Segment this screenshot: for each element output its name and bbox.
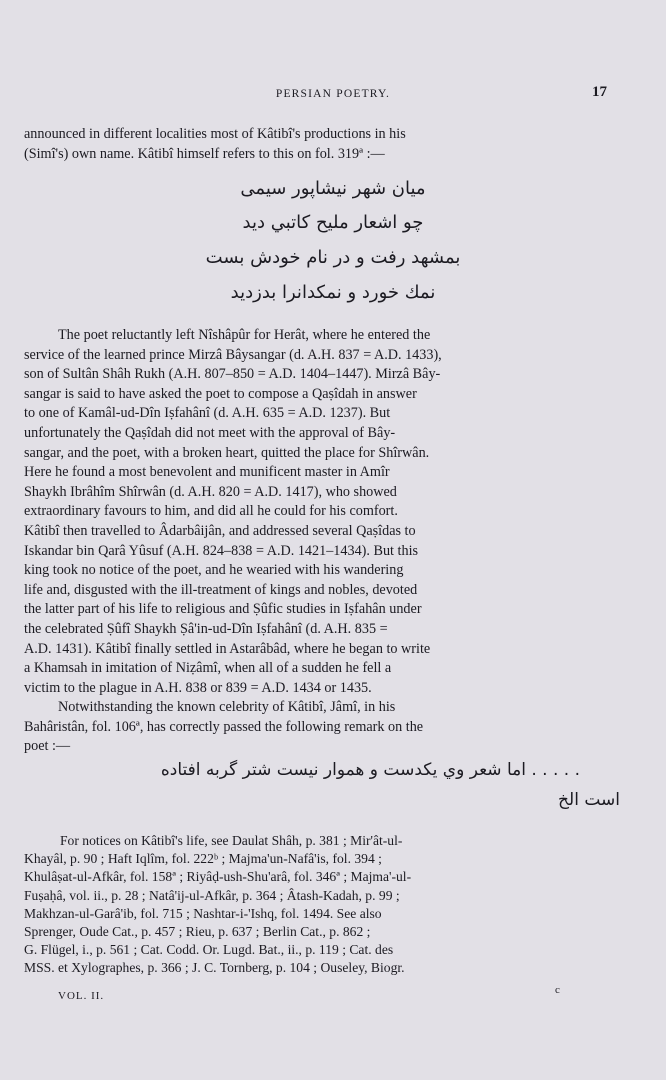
- text-line: Iskandar bin Qarâ Yûsuf (A.H. 824–838 = A.D. 1421–1434). But this: [24, 542, 419, 559]
- text-line: the latter part of his life to religious and Ṣûfic studies in Iṣfahân under: [24, 601, 422, 618]
- volume-mark: VOL. II.: [58, 990, 105, 1002]
- text-line: A.D. 1431). Kâtibî finally settled in Astarâbâd, where he began to write: [24, 640, 431, 657]
- text-line: Makhzan-ul-Garâ'ib, fol. 715 ; Nashtar-i-'Ishq, fol. 1494. See also: [24, 905, 382, 921]
- verse-line: نمك خورد و نمکدانرا بدزدید: [230, 282, 436, 303]
- text-line: Fuṣaḥâ, vol. ii., p. 28 ; Natâ'ij-ul-Afkâr, p. 364 ; Âtash-Kadah, p. 99 ;: [24, 887, 400, 903]
- text-line: a Khamsah in imitation of Niẓâmî, when all of a sudden he fell a: [24, 660, 392, 677]
- page-number: 17: [592, 84, 607, 100]
- persian-quote-line: . . . . . اما شعر وي يکدست و هموار نيست شتر گربه افتاده: [160, 760, 580, 780]
- main-paragraph: [24, 326, 618, 757]
- text-line: victim to the plague in A.H. 838 or 839 = A.D. 1434 or 1435.: [24, 679, 372, 696]
- text-line: sangar is said to have asked the poet to compose a Qaṣîdah in answer: [24, 385, 417, 402]
- text-line: Sprenger, Oude Cat., p. 457 ; Rieu, p. 637 ; Berlin Cat., p. 862 ;: [24, 924, 371, 940]
- text-line: Bahâristân, fol. 106ª, has correctly passed the following remark on the: [24, 718, 424, 735]
- text-line: to one of Kamâl-ud-Dîn Iṣfahânî (d. A.H. 635 = A.D. 1237). But: [24, 405, 391, 422]
- text-line: announced in different localities most of Kâtibî's productions in his: [24, 126, 406, 142]
- text-line: Khulâṣat-ul-Afkâr, fol. 158ª ; Riyâḍ-ush-Shu'arâ, fol. 346ª ; Majma'-ul-: [24, 869, 412, 885]
- text-line: Shaykh Ibrâhîm Shîrwân (d. A.H. 820 = A.D. 1417), who showed: [24, 483, 397, 500]
- signature-mark: c: [555, 984, 560, 996]
- text-line: life and, disgusted with the ill-treatment of kings and nobles, devoted: [24, 581, 418, 598]
- text-line: poet :—: [24, 738, 71, 755]
- intro-paragraph: [24, 125, 618, 164]
- text-line: Khayâl, p. 90 ; Haft Iqlîm, fol. 222ᵇ ; Majma'un-Nafâ'is, fol. 394 ;: [24, 851, 382, 867]
- text-line: king took no notice of the poet, and he wearied with his wandering: [24, 562, 404, 579]
- persian-quote-line: است الخ: [558, 790, 620, 810]
- text-line: extraordinary favours to him, and did all he could for his comfort.: [24, 503, 398, 520]
- text-line: son of Sultân Shâh Rukh (A.H. 807–850 = A.D. 1404–1447). Mirzâ Bây-: [24, 366, 441, 383]
- text-line: Notwithstanding the known celebrity of Kâtibî, Jâmî, in his: [58, 699, 396, 716]
- text-line: Here he found a most benevolent and munificent master in Amîr: [24, 464, 390, 481]
- text-line: Kâtibî then travelled to Âdarbâijân, and addressed several Qaṣîdas to: [24, 522, 416, 539]
- verse-line: میان شهر نیشاپور سیمی: [240, 178, 426, 199]
- text-line: For notices on Kâtibî's life, see Daulat Shâh, p. 381 ; Mir'ât-ul-: [60, 833, 403, 848]
- text-line: (Simî's) own name. Kâtibî himself refers to this on fol. 319ª :—: [24, 145, 385, 162]
- text-line: the celebrated Ṣûfî Shaykh Ṣâ'in-ud-Dîn Iṣfahânî (d. A.H. 835 =: [24, 620, 388, 637]
- verse-line: چو اشعار ملیح کاتبي دید: [242, 212, 424, 233]
- bibliographic-notes: [24, 832, 622, 978]
- text-line: sangar, and the poet, with a broken heart, quitted the place for Shîrwân.: [24, 444, 430, 461]
- text-line: G. Flügel, i., p. 561 ; Cat. Codd. Or. Lugd. Bat., ii., p. 119 ; Cat. des: [24, 942, 394, 958]
- running-header: PERSIAN POETRY.: [275, 88, 391, 100]
- text-line: service of the learned prince Mirzâ Bâysangar (d. A.H. 837 = A.D. 1433),: [24, 346, 442, 363]
- verse-line: بمشهد رفت و در نام خودش بست: [205, 247, 461, 268]
- text-line: unfortunately the Qaṣîdah did not meet with the approval of Bây-: [24, 424, 396, 441]
- text-line: MSS. et Xylographes, p. 366 ; J. C. Tornberg, p. 104 ; Ouseley, Biogr.: [24, 960, 405, 976]
- text-line: The poet reluctantly left Nîshâpûr for Herât, where he entered the: [58, 327, 431, 343]
